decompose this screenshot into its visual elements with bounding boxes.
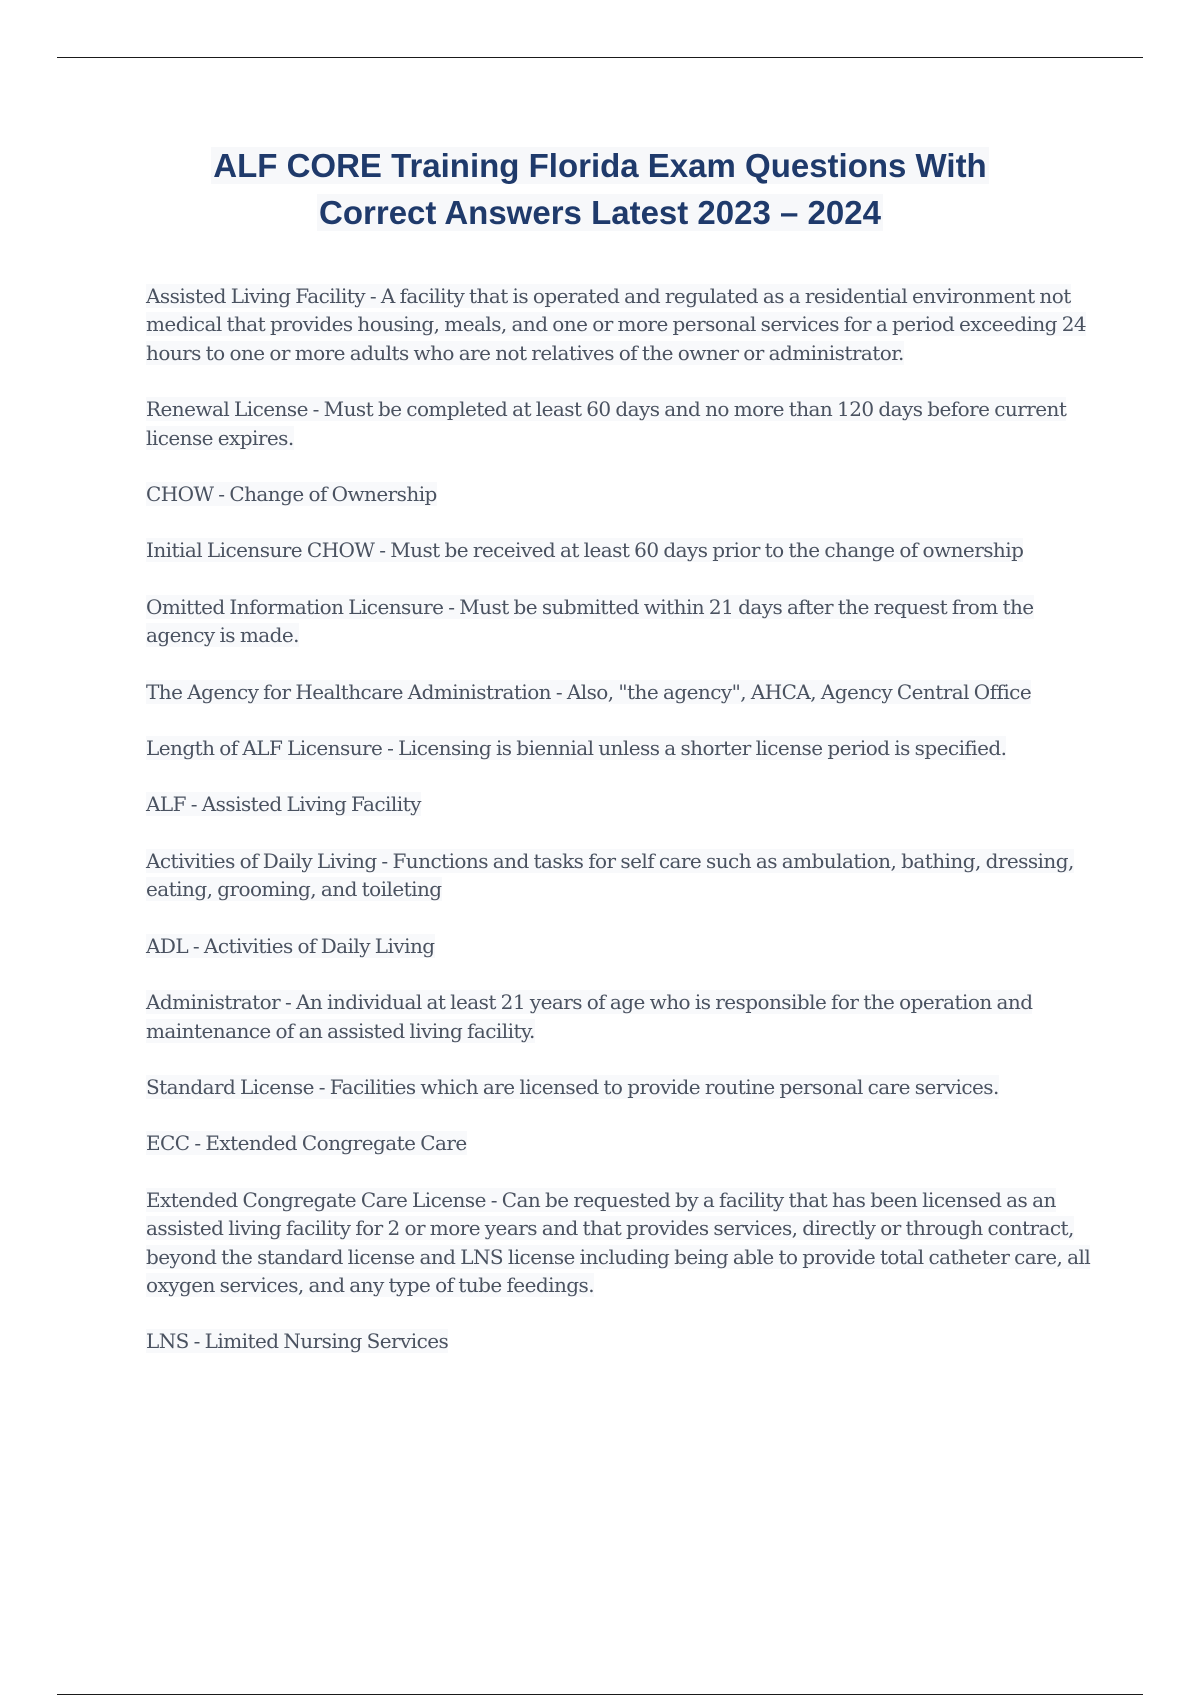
entry-standard-license: Standard License - Facilities which are licensed to provide routine personal care services. xyxy=(146,1074,999,1099)
document-title xyxy=(0,142,1200,236)
title-line-1: ALF CORE Training Florida Exam Questions With xyxy=(213,147,987,184)
title-line-2: Correct Answers Latest 2023 – 2024 xyxy=(319,194,881,231)
entry-agency-healthcare-administration: The Agency for Healthcare Administration - Also, "the agency", AHCA, Agency Central Office xyxy=(146,679,1032,704)
entry-assisted-living-facility: Assisted Living Facility - A facility that is operated and regulated as a residential environment not medical that provides housing, meals, and one or more personal services for a period exceeding 24 hours to one or more adults who are not relatives of the owner or administrator. xyxy=(146,284,1087,365)
entry-lns: LNS - Limited Nursing Services xyxy=(146,1329,449,1354)
entry-chow: CHOW - Change of Ownership xyxy=(146,482,437,507)
entry-ecc: ECC - Extended Congregate Care xyxy=(146,1131,467,1156)
entry-omitted-information-licensure: Omitted Information Licensure - Must be submitted within 21 days after the request from the agency is made. xyxy=(146,594,1034,648)
entry-alf: ALF - Assisted Living Facility xyxy=(146,792,421,817)
entry-extended-congregate-care-license: Extended Congregate Care License - Can be requested by a facility that has been licensed as an assisted living facility for 2 or more years and that provides services, directly or through contract, beyond the standard license and LNS license including being able to provide total catheter care, all oxygen services, and any type of tube feedings. xyxy=(146,1187,1091,1297)
entry-administrator: Administrator - An individual at least 21 years of age who is responsible for the operation and maintenance of an assisted living facility. xyxy=(146,990,1033,1043)
bottom-divider xyxy=(57,1694,1143,1695)
entry-length-of-alf-licensure: Length of ALF Licensure - Licensing is biennial unless a shorter license period is specified. xyxy=(146,736,1007,761)
entry-adl: ADL - Activities of Daily Living xyxy=(146,933,435,958)
entry-renewal-license: Renewal License - Must be completed at least 60 days and no more than 120 days before current license expires. xyxy=(146,397,1067,450)
definitions-list xyxy=(146,282,1096,1384)
top-divider xyxy=(57,57,1143,58)
entry-initial-licensure-chow: Initial Licensure CHOW - Must be received at least 60 days prior to the change of ownership xyxy=(146,538,1024,563)
entry-activities-of-daily-living: Activities of Daily Living - Functions and tasks for self care such as ambulation, bathing, dressing, eating, grooming, and toileting xyxy=(146,848,1074,902)
